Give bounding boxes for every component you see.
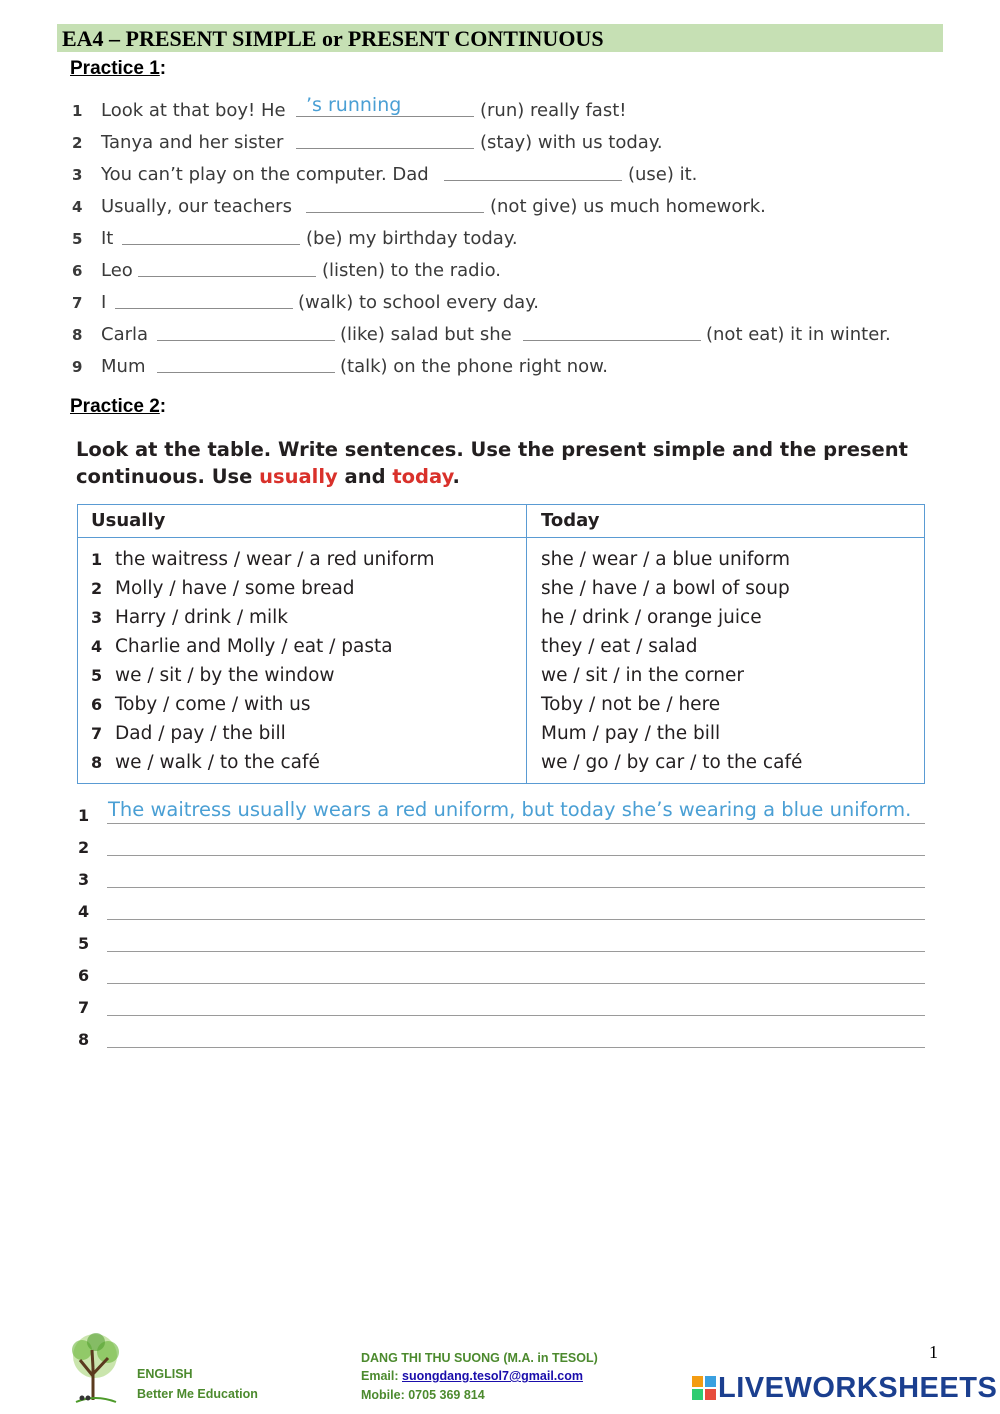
table-row [541, 690, 921, 719]
table-row [541, 574, 921, 603]
column-header-usually: Usually [91, 510, 166, 531]
instruction-line-1: Look at the table. Write sentences. Use the present simple and the present [76, 438, 908, 461]
table-row [541, 748, 921, 777]
exercise-number: 5 [72, 230, 83, 248]
usually-cell: Toby / come / with us [115, 694, 311, 715]
exercise-text-after: (walk) to school every day. [298, 292, 540, 313]
answer-line[interactable] [107, 919, 925, 920]
table-row [541, 545, 921, 574]
exercise-text-after: (talk) on the phone right now. [340, 356, 608, 377]
exercise-text-after: (listen) to the radio. [322, 260, 502, 281]
exercise-row-3 [72, 160, 972, 190]
exercise-row-6 [72, 256, 972, 286]
answer-line[interactable] [107, 887, 925, 888]
tree-logo-icon [58, 1330, 132, 1406]
today-cell: they / eat / salad [541, 636, 698, 657]
instruction-line-2 [76, 463, 956, 490]
table-row [541, 632, 921, 661]
brand-line-2: Better Me Education [137, 1387, 258, 1401]
email-link[interactable]: suongdang.tesol7@gmail.com [402, 1369, 583, 1383]
table-row [541, 603, 921, 632]
row-number: 8 [91, 753, 103, 772]
row-number: 7 [91, 724, 103, 743]
filled-answer: ’s running [306, 94, 402, 116]
table-row [91, 574, 521, 603]
example-answer: The waitress usually wears a red uniform, but today she’s wearing a blue uniform. [108, 798, 912, 821]
liveworksheets-logo: LIVEWORKSHEETS [718, 1372, 998, 1404]
answer-line[interactable] [107, 983, 925, 984]
answer-number: 4 [78, 902, 90, 921]
exercise-text-before: You can’t play on the computer. Dad [101, 164, 429, 185]
table-header-divider [77, 537, 925, 538]
answer-blank[interactable] [444, 180, 622, 181]
exercise-row-7 [72, 288, 972, 318]
exercise-number: 9 [72, 358, 83, 376]
row-number: 6 [91, 695, 103, 714]
row-number: 3 [91, 608, 103, 627]
exercise-text-before: It [101, 228, 114, 249]
exercise-number: 2 [72, 134, 83, 152]
today-cell: she / wear / a blue uniform [541, 549, 791, 570]
table-row [91, 690, 521, 719]
exercise-text-middle: (like) salad but she [340, 324, 512, 345]
keyword-usually: usually [259, 465, 338, 488]
practice1-heading-label: Practice 1 [70, 58, 160, 79]
answer-number: 8 [78, 1030, 90, 1049]
exercise-row-9 [72, 352, 972, 382]
answer-line[interactable] [107, 823, 925, 824]
author-name: DANG THI THU SUONG (M.A. in TESOL) [361, 1351, 598, 1365]
practice1-heading [70, 58, 166, 80]
exercise-number: 1 [72, 102, 83, 120]
answer-line[interactable] [107, 1047, 925, 1048]
exercise-text-before: Tanya and her sister [101, 132, 284, 153]
brand-line-1: ENGLISH [137, 1367, 193, 1381]
exercise-text-after: (use) it. [628, 164, 698, 185]
answer-number: 3 [78, 870, 90, 889]
usually-cell: we / sit / by the window [115, 665, 335, 686]
answer-line[interactable] [107, 951, 925, 952]
liveworksheets-blocks-icon [692, 1376, 716, 1400]
email-label: Email: [361, 1369, 402, 1383]
page-number: 1 [929, 1342, 938, 1362]
answer-number: 7 [78, 998, 90, 1017]
practice1-heading-colon: : [159, 58, 167, 79]
instruction [76, 436, 956, 490]
practice2-heading-colon: : [159, 396, 167, 417]
exercise-row-5 [72, 224, 972, 254]
today-cell: she / have / a bowl of soup [541, 578, 790, 599]
table-row [91, 661, 521, 690]
answer-blank[interactable] [523, 340, 701, 341]
author-mobile: Mobile: 0705 369 814 [361, 1388, 485, 1402]
row-number: 2 [91, 579, 103, 598]
table-row [91, 632, 521, 661]
row-number: 5 [91, 666, 103, 685]
answer-number: 6 [78, 966, 90, 985]
today-cell: Mum / pay / the bill [541, 723, 721, 744]
page-title: EA4 – PRESENT SIMPLE or PRESENT CONTINUOUS [62, 26, 604, 51]
table-row [91, 545, 521, 574]
answer-blank[interactable] [122, 244, 300, 245]
usually-cell: Molly / have / some bread [115, 578, 355, 599]
usually-cell: the waitress / wear / a red uniform [115, 549, 435, 570]
practice2-heading-label: Practice 2 [70, 396, 160, 417]
table-row [541, 661, 921, 690]
today-cell: Toby / not be / here [541, 694, 721, 715]
exercise-text-after: (be) my birthday today. [306, 228, 518, 249]
today-cell: we / sit / in the corner [541, 665, 745, 686]
answer-number: 5 [78, 934, 90, 953]
exercise-number: 4 [72, 198, 83, 216]
table-column-divider [526, 504, 527, 784]
table-row [91, 719, 521, 748]
answer-line[interactable] [107, 1015, 925, 1016]
exercise-text-after: (not give) us much homework. [490, 196, 766, 217]
answer-blank[interactable] [306, 212, 484, 213]
exercise-number: 3 [72, 166, 83, 184]
today-cell: he / drink / orange juice [541, 607, 762, 628]
exercise-row-1 [72, 96, 972, 126]
usually-cell: Dad / pay / the bill [115, 723, 286, 744]
exercise-text-before: I [101, 292, 107, 313]
usually-cell: Charlie and Molly / eat / pasta [115, 636, 393, 657]
answer-blank[interactable] [296, 148, 474, 149]
exercise-text-after: (run) really fast! [480, 100, 627, 121]
row-number: 4 [91, 637, 103, 656]
usually-cell: we / walk / to the café [115, 752, 320, 773]
exercise-row-2 [72, 128, 972, 158]
table-row [91, 748, 521, 777]
today-cell: we / go / by car / to the café [541, 752, 803, 773]
practice2-heading [70, 396, 166, 418]
author-email [361, 1369, 583, 1383]
column-header-today: Today [541, 510, 600, 531]
exercise-number: 7 [72, 294, 83, 312]
exercise-number: 8 [72, 326, 83, 344]
table-row [91, 603, 521, 632]
instruction-text: continuous. Use [76, 465, 260, 488]
exercise-text-before: Usually, our teachers [101, 196, 292, 217]
exercise-number: 6 [72, 262, 83, 280]
answer-number: 2 [78, 838, 90, 857]
row-number: 1 [91, 550, 103, 569]
answer-line[interactable] [107, 855, 925, 856]
answer-blank[interactable] [157, 372, 335, 373]
exercise-text-after: (stay) with us today. [480, 132, 663, 153]
exercise-row-8 [72, 320, 972, 350]
exercise-row-4 [72, 192, 972, 222]
exercise-text-before: Look at that boy! He [101, 100, 286, 121]
exercise-text-after: (not eat) it in winter. [706, 324, 891, 345]
answer-blank[interactable] [138, 276, 316, 277]
instruction-text: . [452, 465, 460, 488]
keyword-today: today [392, 465, 453, 488]
table-row [541, 719, 921, 748]
exercise-text-before: Mum [101, 356, 146, 377]
usually-cell: Harry / drink / milk [115, 607, 289, 628]
answer-blank[interactable] [115, 308, 293, 309]
exercise-text-before: Leo [101, 260, 133, 281]
exercise-text-before: Carla [101, 324, 149, 345]
answer-number: 1 [78, 806, 90, 825]
instruction-text: and [337, 465, 393, 488]
answer-blank[interactable] [157, 340, 335, 341]
